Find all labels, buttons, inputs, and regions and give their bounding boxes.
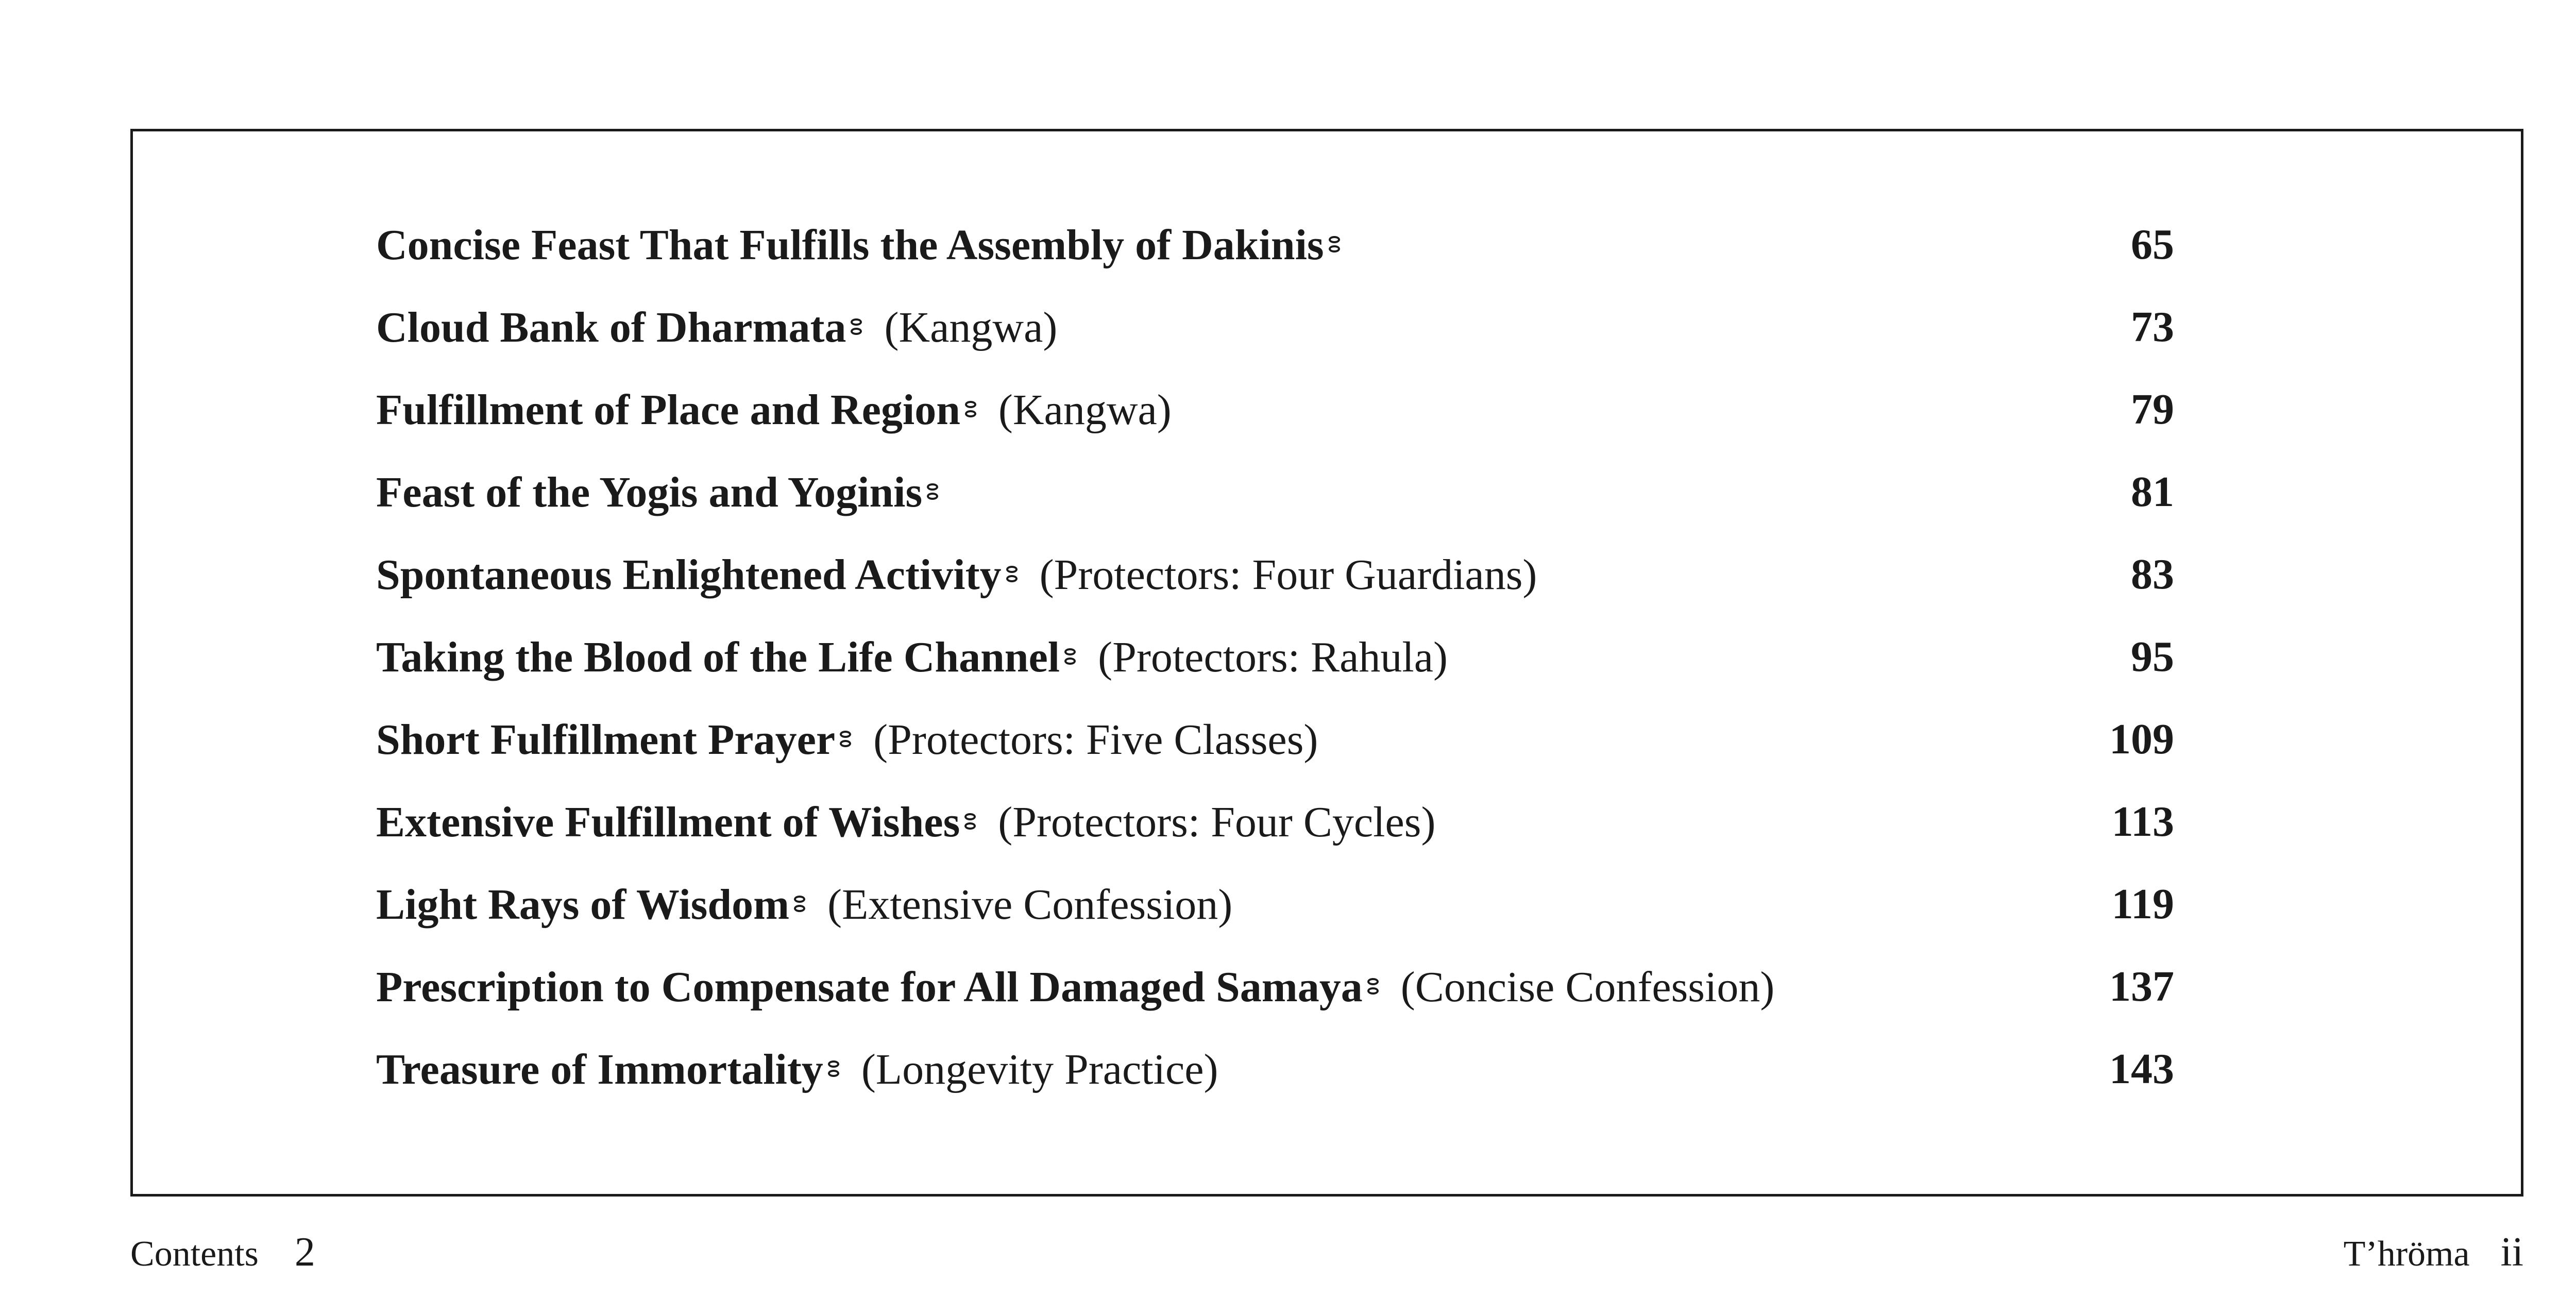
toc-entry[interactable] [376,698,2174,781]
toc-entry-page: 81 [2131,468,2174,516]
toc-entry-page: 65 [2131,221,2174,268]
tibetan-tsheg-mark-icon [1327,232,1343,258]
toc-entry-title: Prescription to Compensate for All Damaged Samaya [376,963,1363,1011]
toc-entry[interactable] [376,451,2174,533]
toc-entry-subtitle: (Longevity Practice) [861,1045,1218,1093]
toc-entry[interactable] [376,946,2174,1028]
tibetan-tsheg-mark-icon [792,891,808,917]
toc-entry-subtitle: (Concise Confession) [1400,963,1775,1011]
toc-entry[interactable] [376,863,2174,946]
toc-entry-page: 73 [2131,303,2174,351]
footer-roman-page-number: ii [2500,1229,2523,1275]
toc-entry-subtitle: (Protectors: Four Cycles) [998,798,1436,846]
toc-entry[interactable] [376,204,2174,286]
toc-entry-subtitle: (Protectors: Five Classes) [873,715,1318,764]
toc-entry[interactable] [376,781,2174,863]
toc-entry-page: 137 [2109,963,2174,1010]
toc-entry-subtitle: (Protectors: Rahula) [1098,633,1448,681]
footer-page-number: 2 [294,1229,315,1275]
toc-entry[interactable] [376,1028,2174,1110]
tibetan-tsheg-mark-icon [1366,974,1381,1000]
tibetan-tsheg-mark-icon [849,314,865,340]
tibetan-tsheg-mark-icon [1063,644,1078,670]
toc-entry-title: Cloud Bank of Dharmata [376,303,846,351]
toc-entry[interactable] [376,616,2174,698]
tibetan-tsheg-mark-icon [826,1056,842,1082]
toc-entry-page: 83 [2131,550,2174,598]
table-of-contents [376,204,2174,1110]
toc-entry-page: 95 [2131,633,2174,681]
toc-entry-page: 119 [2111,880,2174,928]
toc-entry-page: 79 [2131,385,2174,433]
footer-right [2344,1229,2523,1276]
toc-entry-page: 143 [2109,1045,2174,1093]
toc-entry-title: Feast of the Yogis and Yoginis [376,468,923,516]
toc-entry[interactable] [376,368,2174,451]
toc-entry-title: Light Rays of Wisdom [376,880,790,929]
tibetan-tsheg-mark-icon [963,397,979,423]
toc-entry-subtitle: (Protectors: Four Guardians) [1039,550,1537,599]
tibetan-tsheg-mark-icon [963,809,978,835]
toc-entry-title: Fulfillment of Place and Region [376,385,960,434]
toc-entry-title: Short Fulfillment Prayer [376,715,836,764]
toc-entry-title: Extensive Fulfillment of Wishes [376,798,960,846]
toc-entry-subtitle: (Extensive Confession) [827,880,1233,929]
tibetan-tsheg-mark-icon [1005,562,1020,587]
toc-entry-title: Spontaneous Enlightened Activity [376,550,1002,599]
toc-entry-title: Concise Feast That Fulfills the Assembly of Dakinis [376,221,1324,269]
footer-left [130,1229,315,1276]
toc-entry[interactable] [376,533,2174,616]
toc-entry-subtitle: (Kangwa) [998,385,1172,434]
tibetan-tsheg-mark-icon [925,479,941,505]
toc-entry-page: 113 [2111,798,2174,846]
toc-entry-page: 109 [2109,715,2174,763]
footer-section-label: Contents [130,1234,259,1274]
footer-book-title: T’hröma [2343,1234,2470,1274]
toc-entry[interactable] [376,286,2174,368]
toc-entry-subtitle: (Kangwa) [884,303,1058,351]
toc-entry-title: Treasure of Immortality [376,1045,823,1093]
tibetan-tsheg-mark-icon [838,727,854,752]
toc-entry-title: Taking the Blood of the Life Channel [376,633,1060,681]
